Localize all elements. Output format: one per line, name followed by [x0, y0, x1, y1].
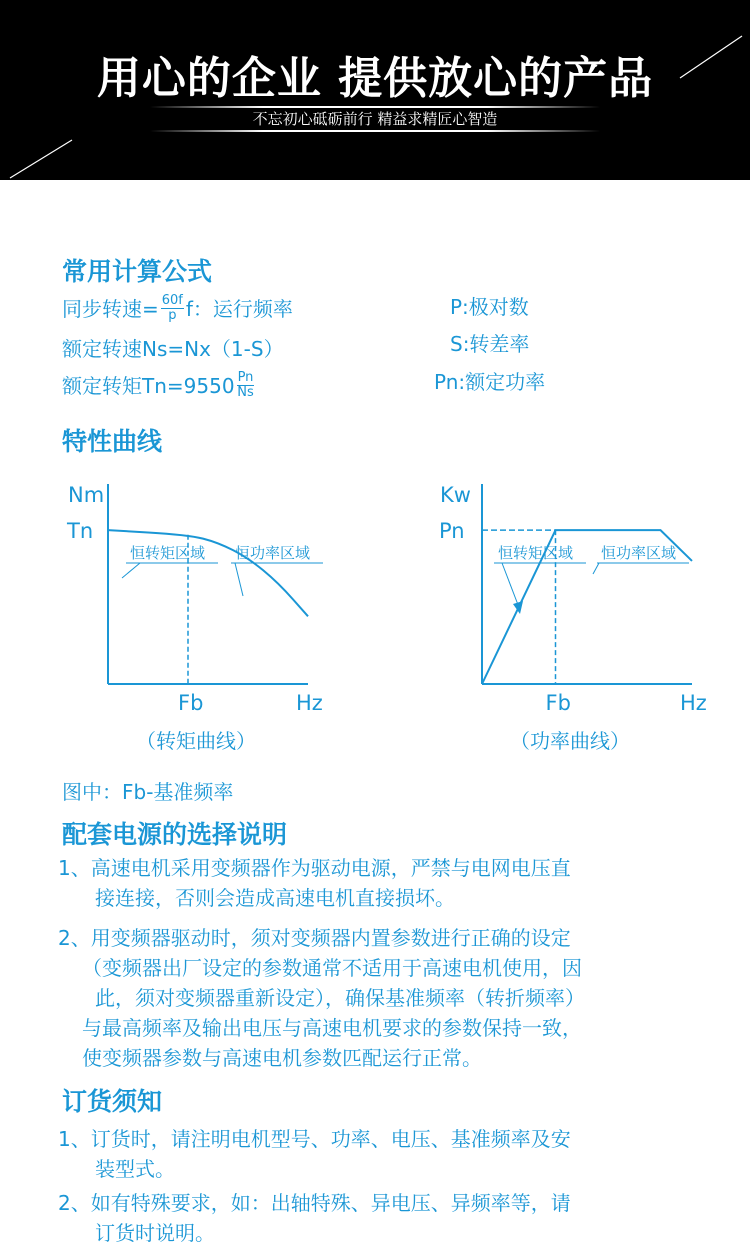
order-item-2 [58, 1188, 571, 1248]
order-item-1 [58, 1124, 571, 1184]
arrow-head [513, 601, 523, 614]
fraction-denominator: p [168, 308, 177, 323]
x-axis-label: Hz [296, 691, 323, 715]
top-banner [0, 0, 750, 180]
chart-caption: （功率曲线） [510, 729, 630, 753]
banner-subtitle: 不忘初心砥砺前行 精益求精匠心智造 [150, 108, 600, 130]
fraction-denominator: Ns [237, 385, 254, 400]
leader-line [122, 563, 140, 578]
pole-pairs-definition: P:极对数 [450, 295, 529, 319]
x-tick-label: Fb [178, 691, 204, 715]
region-label-constant-torque: 恒转矩区域 [498, 544, 574, 562]
formulas-heading: 常用计算公式 [62, 257, 213, 286]
power-item-2 [58, 923, 585, 1073]
rated-speed-formula: 额定转速Ns=Nx（1-S） [62, 337, 284, 361]
text-line: 1、订货时，请注明电机型号、功率、电压、基准频率及安 [58, 1127, 571, 1151]
banner-title: 用心的企业 提供放心的产品 [96, 53, 654, 104]
fraction-numerator: Pn [237, 370, 254, 385]
torque-chart [0, 470, 375, 770]
slip-definition: S:转差率 [450, 332, 530, 356]
sync-speed-prefix: 同步转速= [62, 297, 159, 321]
text-line: 1、高速电机采用变频器作为驱动电源，严禁与电网电压直 [58, 856, 571, 880]
y-axis-label: Nm [68, 483, 105, 507]
rated-torque-formula [62, 370, 256, 402]
torque-fraction [237, 371, 255, 400]
curves-heading: 特性曲线 [62, 427, 163, 456]
text-line: 2、如有特殊要求，如：出轴特殊、异电压、异频率等，请 [58, 1191, 571, 1215]
order-heading: 订货须知 [62, 1087, 163, 1116]
sync-speed-formula [62, 293, 293, 325]
legend-note: 图中：Fb-基准频率 [62, 780, 234, 804]
x-axis-label: Hz [680, 691, 707, 715]
power-chart [375, 470, 750, 770]
rated-power-definition: Pn:额定功率 [434, 370, 546, 394]
sync-speed-fraction [161, 294, 184, 323]
x-tick-label: Fb [545, 691, 571, 715]
text-line: 接连接，否则会造成高速电机直接损坏。 [95, 886, 455, 910]
text-line: 2、用变频器驱动时，须对变频器内置参数进行正确的设定 [58, 926, 571, 950]
power-item-1 [58, 853, 571, 913]
text-line: （变频器出厂设定的参数通常不适用于高速电机使用，因 [82, 956, 582, 980]
sync-speed-suffix: f：运行频率 [185, 297, 293, 321]
text-line: 此，须对变频器重新设定），确保基准频率（转折频率） [95, 986, 585, 1010]
y-tick-label: Pn [439, 519, 465, 544]
region-label-constant-power: 恒功率区域 [235, 544, 311, 562]
text-line: 订货时说明。 [95, 1221, 215, 1245]
region-label-constant-power: 恒功率区域 [601, 544, 677, 562]
banner-subtitle-bar [150, 106, 600, 132]
leader-line [593, 563, 599, 574]
rated-torque-prefix: 额定转矩Tn=9550 [62, 374, 235, 398]
y-axis-label: Kw [440, 483, 471, 507]
fraction-numerator: 60f [161, 293, 183, 308]
leader-line [235, 563, 243, 596]
text-line: 使变频器参数与高速电机参数匹配运行正常。 [82, 1046, 482, 1070]
y-tick-label: Tn [67, 519, 94, 544]
power-heading: 配套电源的选择说明 [62, 820, 288, 849]
text-line: 与最高频率及输出电压与高速电机要求的参数保持一致， [82, 1016, 582, 1040]
region-label-constant-torque: 恒转矩区域 [130, 544, 206, 562]
chart-caption: （转矩曲线） [136, 729, 256, 753]
text-line: 装型式。 [95, 1157, 175, 1181]
